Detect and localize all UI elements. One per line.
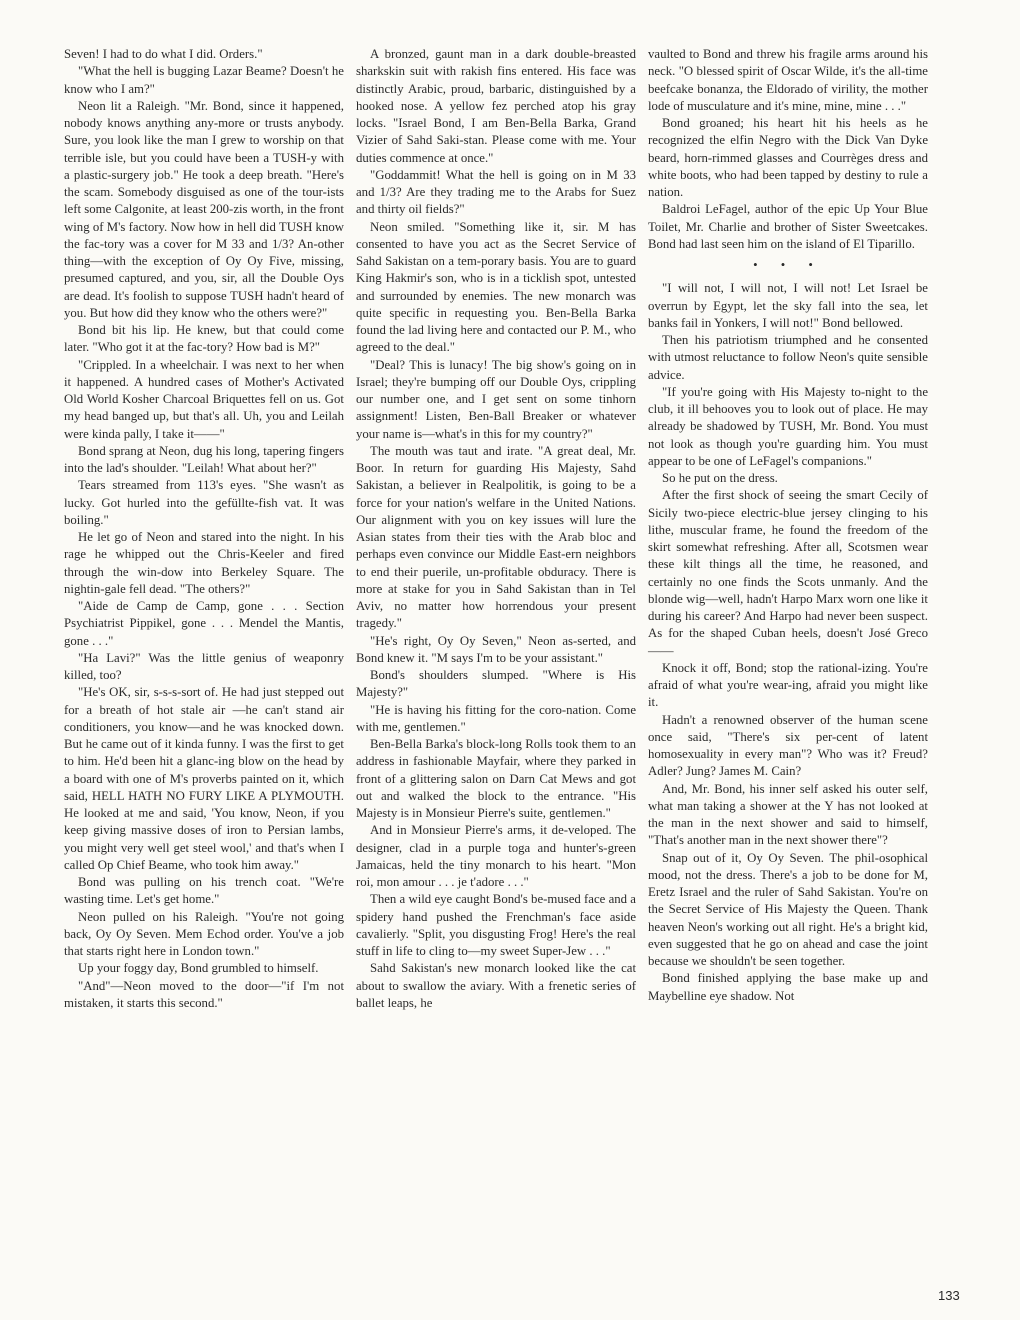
paragraph: Then a wild eye caught Bond's be-mused face and a spidery hand pushed the Frenchman's face aside cavalierly. "Split, you disgusting Frog! Here's the real stuff in life to cling to—my sweet Super-Jew . . ." — [356, 892, 636, 958]
paragraph: Neon lit a Raleigh. "Mr. Bond, since it happened, nobody knows anything any-more or trusts anybody. Sure, you look like the man I grew to worship on that terrible isle, but you could have been a TUSH-y with a plastic-surgery job." He took a deep breath. "Here's the scam. Somebody disguised as one of the tour-ists left some Calgonite, at least 200-zis worth, in the front wing of M's factory. Now how in hell did TUSH know the fac-tory was a cover for M 33 and 1/3? An-other thing—with the exception of Oy Oy Five, missing, presumed captured, and you, sir, all the Double Oys are dead. It's foolish to suppose TUSH hadn't heard of you. But how did they know who the others were?" — [64, 98, 344, 320]
paragraph: "He is having his fitting for the coro-nation. Come with me, gentlemen." — [356, 702, 636, 734]
paragraph: Snap out of it, Oy Oy Seven. The phil-osophical mood, not the dress. There's a job to be done for M, Eretz Israel and the ruler of Sahd Sakistan. You're on the Secret Service of His Majesty the Queen. Thank heaven Neon's working out all right. He's a bright kid, even suggested that he go on ahead and case the joint because we shouldn't be seen together. — [648, 850, 928, 968]
paragraph: "Deal? This is lunacy! The big show's going on in Israel; they're bumping off our Double Oys, crippling our number one, and I get sent on some tinhorn assignment! Listen, Ben-Ball Breaker or whatever your name is—what's in this for my country?" — [356, 357, 636, 441]
paragraph: And in Monsieur Pierre's arms, it de-veloped. The designer, clad in a purple toga and hunter's-green Jamaicas, held the tiny monarch to his heart. "Mon roi, mon amour . . . je t'adore . . ." — [356, 823, 636, 889]
paragraph: "He's OK, sir, s-s-s-sort of. He had just stepped out for a breath of hot stale air —he can't stand air conditioners, you know—and he was knocked down. But he came out of it kinda funny. I was the first to get to him. He'd been hit a glanc-ing blow on the head by a board with one of M's proverbs painted on it, which said, HELL HATH NO FURY LIKE A PLYMOUTH. He looked at me and said, 'You know, Neon, if you keep giving massive doses of iron to Persian lambs, you might very well get steel wool,' and that's when I called Op Chief Beame, who took him away." — [64, 685, 344, 872]
paragraph: And, Mr. Bond, his inner self asked his outer self, what man taking a shower at the Y has not looked at the man in the next shower and said to himself, "That's another man in the next shower there"? — [648, 781, 928, 848]
paragraph: Baldroi LeFagel, author of the epic Up Your Blue Toilet, Mr. Charlie and brother of Sister Sweetcakes. Bond had last seen him on the island of El Tiparillo. — [648, 202, 928, 251]
paragraph: Seven! I had to do what I did. Orders." — [64, 47, 263, 61]
section-break: • • • — [753, 258, 823, 272]
paragraph: Hadn't a renowned observer of the human scene once said, "There's six per-cent of latent homosexuality in every man"? Who was it? Freud? Adler? Jung? James M. Cain? — [648, 712, 928, 779]
paragraph: "And"—Neon moved to the door—"if I'm not mistaken, it starts this second." — [64, 978, 344, 1010]
text-column-3 — [648, 46, 928, 1005]
paragraph: Bond was pulling on his trench coat. "We're wasting time. Let's get home." — [64, 875, 344, 907]
paragraph: He let go of Neon and stared into the night. In his rage he whipped out the Chris-Keeler and fired through the win-dow into Berkeley Square. The nightin-gale fell dead. "The others?" — [64, 530, 344, 596]
text-column-2 — [356, 46, 636, 1012]
paragraph: Tears streamed from 113's eyes. "She wasn't as lucky. Got hurled into the gefüllte-fish vat. It was boiling." — [64, 478, 344, 527]
paragraph: After the first shock of seeing the smart Cecily of Sicily two-piece electric-blue jersey clinging to his lithe, muscular frame, he found the freedom of the skirt somewhat refreshing. After all, Scotsmen wear these kilt things all the time, he reasoned, and certainly no one finds the Scots unmanly. And the blonde wig—well, hadn't Harpo Marx worn one like it during his career? And Harpo had never been suspect. As for the shaped Cuban heels, doesn't José Greco—— — [648, 488, 928, 658]
paragraph: "Ha Lavi?" Was the little genius of weaponry killed, too? — [64, 650, 344, 682]
paragraph: Bond's shoulders slumped. "Where is His Majesty?" — [356, 668, 636, 700]
text-column-1 — [64, 46, 344, 1012]
paragraph: Neon smiled. "Something like it, sir. M has consented to have you act as the Secret Service of Sahd Sakistan on a tem-porary basis. You are to guard King Hakmir's son, who is in a ticklish spot, untested and surrounded by enemies. The new monarch was quite specific in requesting you. Ben-Bella Barka found the lad living here and contacted our P. M., who agreed to the deal." — [356, 219, 636, 355]
paragraph: "What the hell is bugging Lazar Beame? Doesn't he know who I am?" — [64, 64, 344, 96]
paragraph: Ben-Bella Barka's block-long Rolls took them to an address in fashionable Mayfair, where they parked in front of a glittering salon on Darn Cat Mews and got out and walked the block to the entrance. "His Majesty is in Monsieur Pierre's suite, gentlemen." — [356, 737, 636, 820]
paragraph: So he put on the dress. — [662, 471, 778, 485]
paragraph: "Goddammit! What the hell is going on in M 33 and 1/3? Are they trading me to the Arabs for Suez and thirty oil fields?" — [356, 167, 636, 217]
paragraph: Bond groaned; his heart hit his heels as he recognized the elfin Negro with the Dick Van Dyke beard, horn-rimmed glasses and Courrèges dress and white boots, who had been tapped by destiny to rule a nation. — [648, 116, 928, 199]
paragraph: "If you're going with His Majesty to-night to the club, it ill behooves you to look out of place. He may already be shadowed by TUSH, Mr. Bond. You must not look as though you're guarding him. You must appear to be one of LeFagel's companions." — [648, 384, 928, 468]
paragraph: vaulted to Bond and threw his fragile arms around his neck. "O blessed spirit of Oscar Wilde, it's the all-time beefcake bonanza, the Eldorado of virility, the mother lode of musculature and it's mine, mine, mine . . ." — [648, 47, 928, 113]
paragraph: Bond sprang at Neon, dug his long, tapering fingers into the lad's shoulder. "Leilah! What about her?" — [64, 443, 344, 475]
paragraph: "He's right, Oy Oy Seven," Neon as-serted, and Bond knew it. "M says I'm to be your assistant." — [356, 633, 636, 665]
paragraph: Then his patriotism triumphed and he consented with utmost reluctance to follow Neon's quite sensible advice. — [648, 333, 928, 382]
paragraph: "I will not, I will not, I will not! Let Israel be overrun by Egypt, let the sky fall into the sea, let banks fail in Yonkers, I will not!" Bond bellowed. — [648, 281, 928, 330]
paragraph: "Aide de Camp de Camp, gone . . . Section Psychiatrist Pippikel, gone . . . Mendel the Mantis, gone . . ." — [64, 599, 344, 648]
paragraph: Bond bit his lip. He knew, but that could come later. "Who got it at the fac-tory? How bad is M?" — [64, 323, 344, 355]
paragraph: Up your foggy day, Bond grumbled to himself. — [78, 961, 319, 976]
paragraph: A bronzed, gaunt man in a dark double-breasted sharkskin suit with rakish fins entered. His face was distinctly Arabic, proud, barbaric, distinguished by a hooked nose. A yellow fez perched atop his gray locks. "Israel Bond, I am Ben-Bella Barka, Grand Vizier of Sahd Saki-stan. Please come with me. Your duties commence at once." — [356, 47, 636, 165]
paragraph: Knock it off, Bond; stop the rational-izing. You're afraid of what you're wear-ing, afraid you might like it. — [648, 660, 928, 710]
paragraph: Neon pulled on his Raleigh. "You're not going back, Oy Oy Seven. Mem Echod order. You've a job that starts right here in London town." — [64, 909, 344, 958]
page-number: 133 — [938, 1288, 960, 1303]
paragraph: Bond finished applying the base make up and Maybelline eye shadow. Not — [648, 971, 928, 1003]
paragraph: "Crippled. In a wheelchair. I was next to her when it happened. A hundred cases of Mother's Activated Old World Kosher Charcoal Briquettes fell on us. Got my head banged up, but that's all. Uh, you and Leilah were kinda pally, I take it——" — [64, 357, 344, 441]
paragraph: Sahd Sakistan's new monarch looked like the cat about to swallow the aviary. With a frenetic series of ballet leaps, he — [356, 961, 636, 1010]
paragraph: The mouth was taut and irate. "A great deal, Mr. Boor. In return for guarding His Majesty, Sahd Sakistan, a believer in Realpolitik, is going to be a force for your nation's welfare in the United Nations. Our alignment with you on key issues will lure the Asian states from their ties with the Arab bloc and perhaps even convince our Middle East-ern neighbors to end their puerile, un-profitable obduracy. There is more at stake for you in Sahd Sakistan than in Tel Aviv, no matter how horrendous your present tragedy." — [356, 443, 636, 631]
